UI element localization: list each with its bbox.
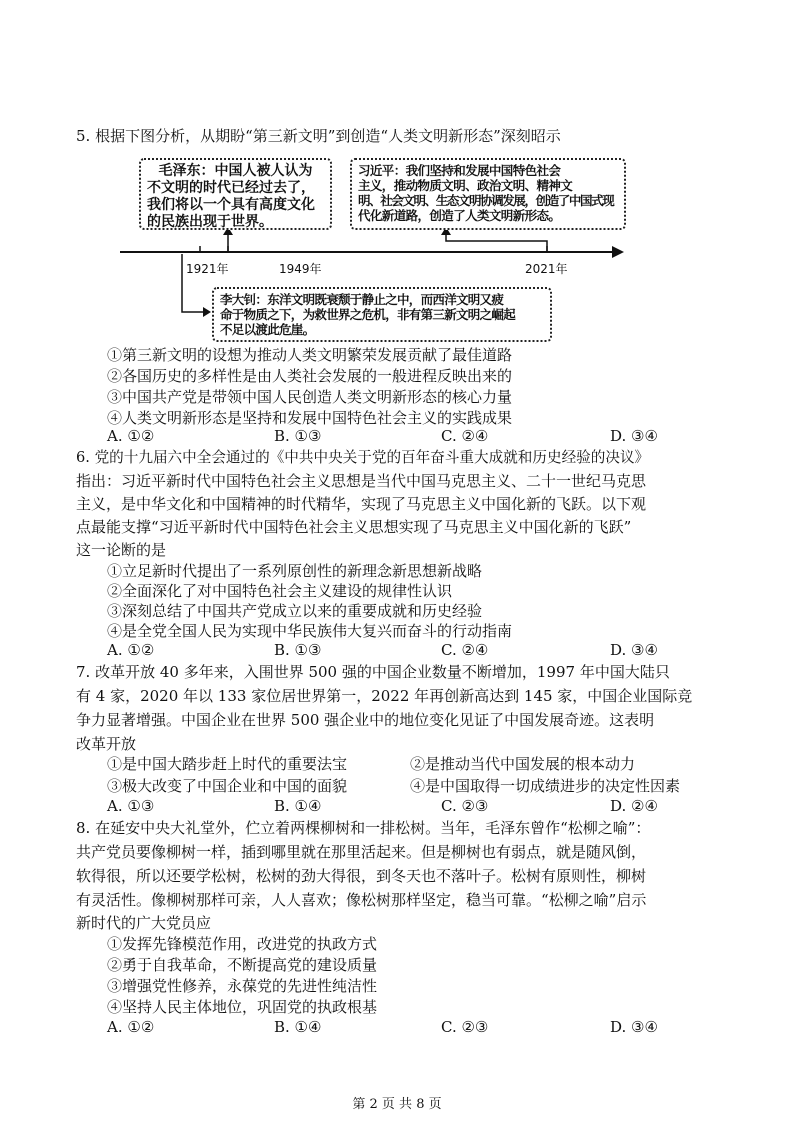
year-label-1921: 1921年 (186, 262, 229, 276)
q7-statement: ③极大改变了中国企业和中国的面貌 (107, 777, 348, 795)
option-a[interactable]: A. ①② (107, 1018, 155, 1036)
q7-stem-line: 有 4 家，2020 年以 133 家位居世界第一，2022 年再创新高达到 145 家，中国企业国际竞 (76, 687, 693, 705)
option-c[interactable]: C. ②④ (441, 641, 489, 659)
option-a[interactable]: A. ①② (107, 427, 155, 445)
option-c[interactable]: C. ②③ (441, 1018, 489, 1036)
q5-statement: ③中国共产党是带领中国人民创造人类文明新形态的核心力量 (107, 388, 513, 406)
q6-statement: ②全面深化了对中国特色社会主义建设的规律性认识 (107, 582, 453, 600)
quote-li-line: 命于物质之下，为救世界之危机，非有第三新文明之崛起 (220, 307, 516, 322)
quote-mao-line: 我们将以一个具有高度文化 (147, 197, 315, 213)
q5-statement: ④人类文明新形态是坚持和发展中国特色社会主义的实践成果 (107, 409, 513, 427)
quote-mao-line: 的民族出现于世界。 (147, 214, 273, 230)
option-a[interactable]: A. ①② (107, 641, 155, 659)
quote-li-line: 不足以渡此危崖。 (220, 322, 315, 337)
q7-statement: ④是中国取得一切成绩进步的决定性因素 (410, 777, 681, 795)
option-d[interactable]: D. ②④ (610, 797, 658, 815)
q6-statement: ①立足新时代提出了一系列原创性的新理念新思想新战略 (107, 562, 483, 580)
quote-box-li (212, 287, 552, 342)
option-c[interactable]: C. ②④ (441, 427, 489, 445)
quote-xi-line: 代化新道路，创造了人类文明新形态。 (358, 208, 561, 223)
q6-stem-line: 6. 党的十九届六中全会通过的《中共中央关于党的百年奋斗重大成就和历史经验的决议》 (76, 449, 650, 466)
quote-mao-line: 不文明的时代已经过去了， (147, 180, 315, 196)
q5-statement: ②各国历史的多样性是由人类社会发展的一般进程反映出来的 (107, 367, 513, 385)
year-label-1949: 1949年 (279, 262, 322, 276)
q7-stem-line: 7. 改革开放 40 多年来，入围世界 500 强的中国企业数量不断增加，1997 年中国大陆只 (76, 663, 670, 681)
quote-box-mao (139, 158, 332, 230)
q6-stem-line: 这一论断的是 (76, 541, 167, 559)
q7-statement: ②是推动当代中国发展的根本动力 (410, 755, 636, 773)
q7-statement: ①是中国大踏步赶上时代的重要法宝 (107, 755, 348, 773)
quote-box-xi (350, 158, 626, 230)
q7-stem-line: 改革开放 (76, 735, 137, 753)
option-d[interactable]: D. ③④ (610, 1018, 658, 1036)
connector-xi (446, 233, 547, 252)
option-d[interactable]: D. ③④ (610, 427, 658, 445)
q8-stem-line: 有灵活性。像柳树那样可亲，人人喜欢；像松树那样坚定，稳当可靠。“松柳之喻”启示 (76, 891, 647, 909)
q8-stem-line: 软得很，所以还要学松树，松树的劲大得很，到冬天也不落叶子。松树有原则性，柳树 (76, 867, 647, 885)
q8-statement: ④坚持人民主体地位，巩固党的执政根基 (107, 998, 378, 1016)
q6-stem-line: 点最能支撑“习近平新时代中国特色社会主义思想实现了马克思主义中国化新的飞跃” (76, 518, 632, 536)
option-b[interactable]: B. ①④ (274, 797, 322, 815)
quote-xi-line: 主义，推动物质文明、政治文明、精神文 (358, 178, 573, 193)
q6-stem-line: 主义，是中华文化和中国精神的时代精华，实现了马克思主义中国化新的飞跃。以下观 (76, 495, 647, 513)
connector-li-arrow (203, 307, 211, 317)
q6-statement: ③深刻总结了中国共产党成立以来的重要成就和历史经验 (107, 602, 483, 620)
q8-stem-line: 8. 在延安中央大礼堂外，伫立着两棵柳树和一排松树。当年，毛泽东曾作“松柳之喻”： (76, 819, 651, 837)
option-b[interactable]: B. ①③ (274, 641, 322, 659)
q8-statement: ③增强党性修养，永葆党的先进性纯洁性 (107, 977, 378, 995)
q6-options (107, 641, 707, 661)
q8-stem-line: 新时代的广大党员应 (76, 914, 212, 932)
q5-statement: ①第三新文明的设想为推动人类文明繁荣发展贡献了最佳道路 (107, 346, 513, 364)
quote-xi-line: 习近平：我们坚持和发展中国特色社会 (358, 163, 561, 178)
q6-stem-line: 指出：习近平新时代中国特色社会主义思想是当代中国马克思主义、二十一世纪马克思 (76, 472, 647, 490)
q8-options (107, 1018, 707, 1038)
q5-stem: 5. 根据下图分析，从期盼“第三新文明”到创造“人类文明新形态”深刻昭示 (76, 127, 561, 145)
q5-options (107, 427, 707, 447)
timeline-arrowhead (612, 246, 624, 258)
page-footer: 第 2 页 共 8 页 (352, 1097, 442, 1112)
option-d[interactable]: D. ③④ (610, 641, 658, 659)
year-label-2021: 2021年 (525, 262, 568, 276)
quote-mao-line: 毛泽东：中国人被人认为 (158, 163, 313, 179)
option-b[interactable]: B. ①④ (274, 1018, 322, 1036)
q8-statement: ①发挥先锋模范作用，改进党的执政方式 (107, 935, 378, 953)
q6-statement: ④是全党全国人民为实现中华民族伟大复兴而奋斗的行动指南 (107, 622, 513, 640)
q8-statement: ②勇于自我革命，不断提高党的建设质量 (107, 956, 378, 974)
option-a[interactable]: A. ①③ (107, 797, 155, 815)
q8-stem-line: 共产党员要像柳树一样，插到哪里就在那里活起来。但是柳树也有弱点，就是随风倒， (76, 843, 647, 861)
quote-li-line: 李大钊：东洋文明既衰颓于静止之中，而西洋文明又疲 (220, 292, 504, 307)
option-b[interactable]: B. ①③ (274, 427, 322, 445)
option-c[interactable]: C. ②③ (441, 797, 489, 815)
q7-stem-line: 争力显著增强。中国企业在世界 500 强企业中的地位变化见证了中国发展奇迹。这表明 (76, 711, 655, 729)
quote-xi-line: 明、社会文明、生态文明协调发展，创造了中国式现 (358, 193, 614, 208)
q7-options (107, 797, 707, 817)
